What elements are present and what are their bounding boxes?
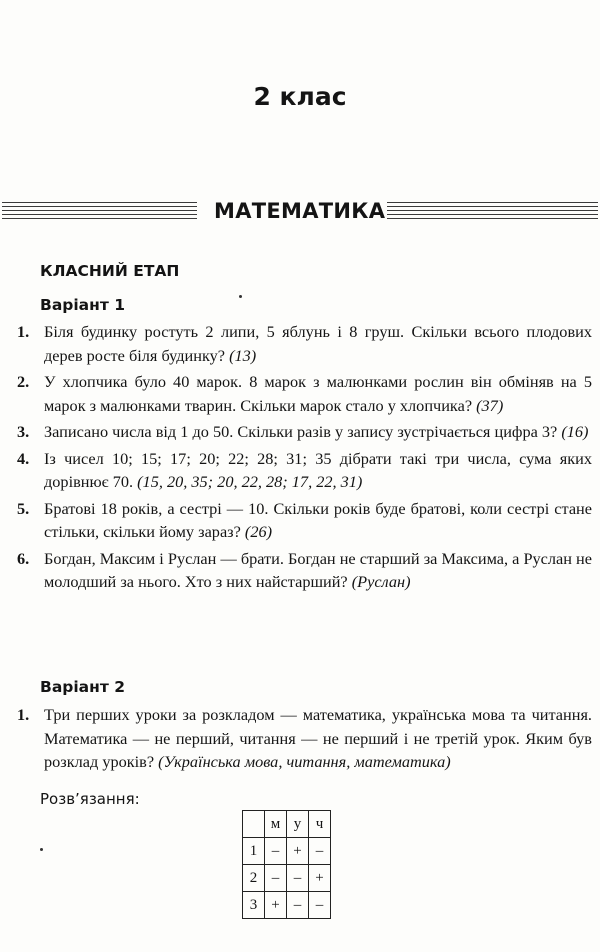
scan-speck bbox=[239, 295, 242, 298]
problem-4 bbox=[0, 447, 600, 494]
problem-text: Братові 18 років, а сестрі — 10. Скільки років буде братові, коли сестрі стане стільки, скільки йому зараз? bbox=[44, 498, 592, 541]
table-header-cell: м bbox=[265, 811, 287, 838]
table-cell: – bbox=[265, 838, 287, 865]
problem-answer: (16) bbox=[561, 422, 589, 441]
problem-3 bbox=[0, 420, 600, 444]
scan-speck bbox=[40, 848, 43, 851]
subject-title: МАТЕМАТИКА bbox=[214, 199, 386, 223]
grade-title: 2 клас bbox=[253, 82, 347, 111]
variant-1-title: Варіант 1 bbox=[40, 296, 126, 314]
table-header-cell: у bbox=[287, 811, 309, 838]
table-cell: – bbox=[287, 892, 309, 919]
variant-2-title: Варіант 2 bbox=[40, 678, 126, 696]
table-row bbox=[243, 865, 331, 892]
table-row-label: 3 bbox=[243, 892, 265, 919]
decorative-rule-right bbox=[387, 202, 598, 222]
table-row-label: 2 bbox=[243, 865, 265, 892]
solution-table bbox=[242, 810, 331, 919]
problem-text: Із чисел 10; 15; 17; 20; 22; 28; 31; 35 дібрати такі три числа, сума яких дорівнює 70. bbox=[44, 448, 592, 491]
problem-number: 5. bbox=[17, 498, 30, 518]
problem-number: 1. bbox=[17, 322, 30, 341]
table-cell: + bbox=[309, 865, 331, 892]
solution-label: Розв’язання: bbox=[40, 790, 140, 808]
table-cell: + bbox=[265, 892, 287, 919]
decorative-rule-left bbox=[2, 202, 197, 222]
table-cell: + bbox=[287, 838, 309, 865]
problem-2 bbox=[0, 370, 600, 417]
problem-5 bbox=[0, 497, 600, 544]
table-row-label: 1 bbox=[243, 838, 265, 865]
problem-answer: (13) bbox=[229, 345, 257, 365]
table-row bbox=[243, 892, 331, 919]
table-cell: – bbox=[265, 865, 287, 892]
problem-text: У хлопчика було 40 марок. 8 марок з малюнками рослин він обміняв на 5 марок з малюнками тварин. Скільки марок стало у хлопчика? bbox=[44, 372, 592, 415]
problem-number: 6. bbox=[17, 548, 30, 568]
table-cell: – bbox=[309, 892, 331, 919]
problem-1 bbox=[0, 703, 600, 774]
problem-text: Біля будинку ростуть 2 липи, 5 яблунь і 8 груш. Скільки всього плодових дерев росте біля будинку? bbox=[44, 322, 592, 365]
problem-text: Три перших уроки за розкладом — математика, українська мова та читання. Математика — не перший, читання — не перший і не третій урок. Яким був розклад уроків? bbox=[44, 705, 592, 771]
problem-number: 3. bbox=[17, 422, 30, 441]
table-header-cell: ч bbox=[309, 811, 331, 838]
variant-1-problem-list bbox=[0, 320, 600, 597]
stage-title: КЛАСНИЙ ЕТАП bbox=[40, 262, 180, 280]
table-cell: – bbox=[287, 865, 309, 892]
problem-answer: (15, 20, 35; 20, 22, 28; 17, 22, 31) bbox=[137, 472, 363, 491]
problem-answer: (37) bbox=[476, 395, 504, 415]
problem-answer: (Руслан) bbox=[351, 572, 411, 591]
problem-1 bbox=[0, 320, 600, 367]
table-cell: – bbox=[309, 838, 331, 865]
problem-text: Богдан, Максим і Руслан — брати. Богдан не старший за Максима, а Руслан не молодший за нього. Хто з них найстарший? bbox=[44, 548, 592, 591]
problem-6 bbox=[0, 547, 600, 594]
problem-answer: (Українська мова, читання, математика) bbox=[158, 752, 451, 771]
table-row bbox=[243, 838, 331, 865]
table-cell bbox=[243, 811, 265, 838]
variant-2-problem-list bbox=[0, 703, 600, 777]
problem-number: 1. bbox=[17, 705, 30, 724]
problem-number: 4. bbox=[17, 448, 30, 468]
problem-text: Записано числа від 1 до 50. Скільки разів у запису зустрічається цифра 3? bbox=[44, 422, 562, 441]
table-header-row bbox=[243, 811, 331, 838]
problem-answer: (26) bbox=[244, 522, 273, 541]
problem-number: 2. bbox=[17, 372, 30, 391]
